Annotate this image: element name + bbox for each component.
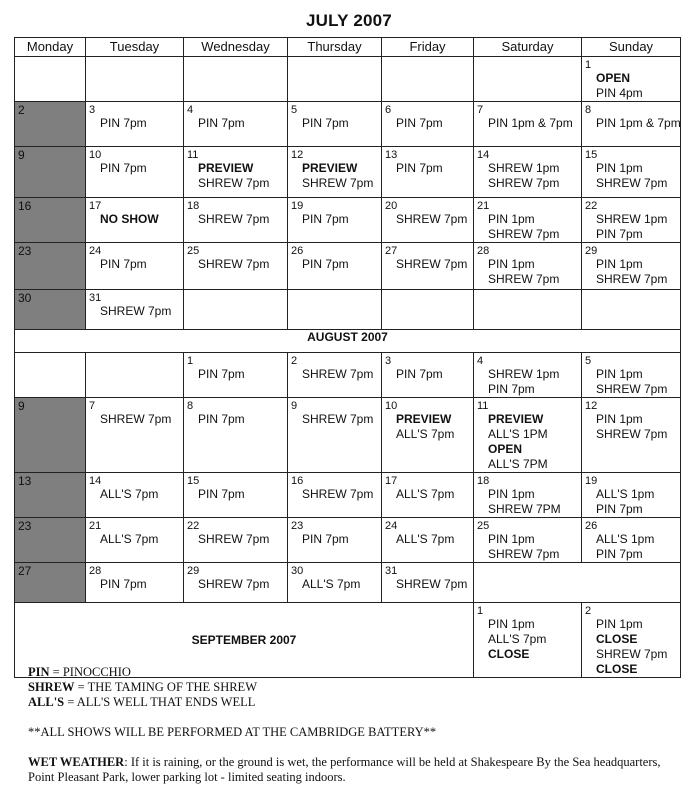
day-cell [86, 147, 184, 198]
day-number: 29 [187, 565, 200, 577]
day-cell [15, 290, 86, 330]
day-header-monday: Monday [15, 38, 86, 57]
event-entry: PIN 7pm [198, 412, 245, 426]
week-row [15, 290, 681, 330]
day-number: 30 [291, 565, 304, 577]
event-entry: PIN 1pm [488, 617, 535, 631]
day-cell [86, 243, 184, 290]
day-cell [184, 353, 288, 398]
day-cell [288, 473, 382, 518]
event-entry: PIN 1pm [596, 257, 643, 271]
day-cell [382, 57, 474, 102]
event-entry: PIN 7pm [302, 257, 349, 271]
event-entry: PIN 7pm [100, 116, 147, 130]
day-cell [86, 398, 184, 473]
event-entry: PIN 7pm [302, 116, 349, 130]
event-entry: SHREW 7pm [488, 227, 560, 241]
event-entry: SHREW 7pm [198, 212, 270, 226]
day-number: 4 [187, 104, 194, 116]
day-cell [15, 398, 86, 473]
day-number: 17 [89, 200, 102, 212]
day-number: 30 [18, 291, 32, 305]
event-entry: SHREW 7pm [100, 412, 172, 426]
day-cell [288, 518, 382, 563]
event-entry: PIN 7pm [488, 382, 535, 396]
day-cell [184, 563, 288, 603]
day-cell [288, 563, 382, 603]
event-entry: SHREW 7pm [198, 257, 270, 271]
day-number: 14 [477, 149, 490, 161]
event-entry: SHREW 7pm [198, 577, 270, 591]
week-row [15, 473, 681, 518]
legend-item-alls: ALL'S = ALL'S WELL THAT ENDS WELL [28, 695, 256, 709]
august-weeks [15, 353, 681, 603]
day-cell [184, 102, 288, 147]
day-number: 26 [291, 245, 304, 257]
day-cell [288, 198, 382, 243]
day-number: 23 [18, 244, 32, 258]
event-entry: PIN 7pm [302, 212, 349, 226]
event-entry: PREVIEW [488, 412, 544, 426]
day-cell [15, 102, 86, 147]
day-cell [288, 243, 382, 290]
day-number: 15 [187, 475, 200, 487]
day-number: 27 [385, 245, 398, 257]
day-cell [86, 102, 184, 147]
september-day-2 [582, 603, 681, 678]
event-entry: PIN 7pm [198, 116, 245, 130]
event-entry: PIN 1pm [596, 367, 643, 381]
day-cell [382, 563, 474, 603]
week-row [15, 198, 681, 243]
day-cell [474, 473, 582, 518]
event-entry: SHREW 7pm [100, 304, 172, 318]
event-entry: SHREW 7PM [488, 502, 561, 516]
day-number: 29 [585, 245, 598, 257]
day-number: 24 [89, 245, 102, 257]
day-number: 7 [89, 400, 96, 412]
event-entry: ALL'S 7PM [488, 457, 548, 471]
event-entry: ALL'S 1pm [596, 487, 655, 501]
day-number: 21 [89, 520, 102, 532]
event-entry: PIN 1pm [488, 487, 535, 501]
day-number: 9 [18, 399, 25, 413]
day-cell [184, 398, 288, 473]
week-row [15, 102, 681, 147]
day-cell [288, 147, 382, 198]
day-cell [474, 102, 582, 147]
event-entry: PIN 7pm [396, 161, 443, 175]
empty-cell [474, 563, 681, 603]
day-number: 9 [18, 148, 25, 162]
week-row [15, 243, 681, 290]
day-number: 9 [291, 400, 298, 412]
event-entry: PIN 7pm [100, 161, 147, 175]
day-cell [582, 518, 681, 563]
day-number: 28 [89, 565, 102, 577]
day-cell [382, 290, 474, 330]
event-entry: PREVIEW [396, 412, 452, 426]
event-entry: PIN 1pm [488, 257, 535, 271]
event-entry: SHREW 1pm [488, 161, 560, 175]
event-entry: PIN 1pm [596, 161, 643, 175]
event-entry: CLOSE [596, 632, 638, 646]
day-number: 22 [187, 520, 200, 532]
day-number: 10 [89, 149, 102, 161]
calendar-table [14, 37, 681, 678]
event-entry: SHREW 7pm [596, 382, 668, 396]
day-cell [15, 243, 86, 290]
day-cell [184, 243, 288, 290]
day-cell [86, 563, 184, 603]
day-number: 17 [385, 475, 398, 487]
day-cell [288, 57, 382, 102]
event-entry: PIN 7pm [396, 367, 443, 381]
venue-note: **ALL SHOWS WILL BE PERFORMED AT THE CAMBRIDGE BATTERY** [28, 725, 437, 739]
day-cell [582, 290, 681, 330]
day-cell [15, 57, 86, 102]
event-entry: OPEN [488, 442, 523, 456]
event-entry: SHREW 7pm [302, 176, 374, 190]
day-number: 20 [385, 200, 398, 212]
day-cell [184, 147, 288, 198]
day-cell [382, 518, 474, 563]
event-entry: ALL'S 7pm [100, 532, 159, 546]
day-number: 6 [385, 104, 392, 116]
day-cell [474, 290, 582, 330]
event-entry: SHREW 7pm [596, 647, 668, 661]
day-cell [474, 518, 582, 563]
day-number: 13 [385, 149, 398, 161]
event-entry: SHREW 7pm [302, 412, 374, 426]
event-entry: ALL'S 7pm [396, 487, 455, 501]
day-cell [582, 198, 681, 243]
day-cell [582, 243, 681, 290]
day-cell [582, 473, 681, 518]
event-entry: PIN 4pm [596, 86, 643, 100]
day-number: 22 [585, 200, 598, 212]
day-cell [582, 57, 681, 102]
day-cell [15, 473, 86, 518]
event-entry: SHREW 7pm [396, 212, 468, 226]
day-cell [184, 57, 288, 102]
event-entry: CLOSE [596, 662, 638, 676]
day-cell [15, 198, 86, 243]
event-entry: SHREW 7pm [488, 272, 560, 286]
day-header-tuesday: Tuesday [86, 38, 184, 57]
day-cell [474, 198, 582, 243]
day-cell [382, 353, 474, 398]
day-number: 2 [18, 103, 25, 117]
day-cell [382, 102, 474, 147]
day-number: 23 [291, 520, 304, 532]
day-cell [288, 398, 382, 473]
day-header-sunday: Sunday [582, 38, 681, 57]
day-cell [184, 198, 288, 243]
event-entry: PIN 1pm [488, 532, 535, 546]
event-entry: PIN 7pm [100, 257, 147, 271]
day-cell [184, 518, 288, 563]
event-entry: PIN 1pm & 7pm [488, 116, 573, 130]
day-cell [474, 57, 582, 102]
day-cell [86, 198, 184, 243]
day-number: 5 [291, 104, 298, 116]
event-entry: ALL'S 1PM [488, 427, 548, 441]
day-cell [15, 147, 86, 198]
day-number: 7 [477, 104, 484, 116]
week-row [15, 398, 681, 473]
day-number: 10 [385, 400, 398, 412]
day-cell [288, 353, 382, 398]
event-entry: SHREW 7pm [198, 176, 270, 190]
week-row [15, 563, 681, 603]
event-entry: SHREW 7pm [198, 532, 270, 546]
legend [28, 665, 257, 710]
day-number: 16 [291, 475, 304, 487]
event-entry: ALL'S 7pm [488, 632, 547, 646]
day-header-thursday: Thursday [288, 38, 382, 57]
day-cell [382, 398, 474, 473]
day-number: 8 [585, 104, 592, 116]
day-number: 19 [585, 475, 598, 487]
day-cell [382, 243, 474, 290]
legend-item-pin: PIN = PINOCCHIO [28, 665, 131, 679]
event-entry: PIN 1pm [596, 412, 643, 426]
day-number: 18 [187, 200, 200, 212]
day-header-saturday: Saturday [474, 38, 582, 57]
week-row [15, 518, 681, 563]
september-title: SEPTEMBER 2007 [15, 603, 474, 678]
event-entry: SHREW 7pm [596, 427, 668, 441]
day-number: 18 [477, 475, 490, 487]
day-number: 25 [477, 520, 490, 532]
day-number: 13 [18, 474, 32, 488]
event-entry: SHREW 7pm [396, 257, 468, 271]
day-cell [474, 243, 582, 290]
event-entry: SHREW 1pm [488, 367, 560, 381]
event-entry: PIN 7pm [302, 532, 349, 546]
day-cell [582, 353, 681, 398]
day-cell [86, 290, 184, 330]
day-number: 21 [477, 200, 490, 212]
day-cell [15, 518, 86, 563]
day-number: 23 [18, 519, 32, 533]
day-number: 27 [18, 564, 32, 578]
event-entry: PIN 7pm [198, 367, 245, 381]
september-day-1 [474, 603, 582, 678]
day-number: 2 [291, 355, 298, 367]
event-entry: CLOSE [488, 647, 530, 661]
event-entry: PIN 7pm [596, 227, 643, 241]
day-cell [86, 57, 184, 102]
day-number: 11 [187, 149, 199, 161]
day-number: 2 [585, 605, 592, 617]
day-cell [382, 147, 474, 198]
august-title-row [15, 330, 681, 353]
day-number: 4 [477, 355, 484, 367]
event-entry: SHREW 7pm [396, 577, 468, 591]
day-number: 3 [385, 355, 392, 367]
event-entry: PIN 7pm [100, 577, 147, 591]
event-entry: PREVIEW [198, 161, 254, 175]
day-number: 1 [477, 605, 484, 617]
day-cell [15, 353, 86, 398]
day-number: 26 [585, 520, 598, 532]
day-cell [184, 290, 288, 330]
event-entry: SHREW 7pm [302, 367, 374, 381]
day-cell [582, 102, 681, 147]
day-number: 8 [187, 400, 194, 412]
day-cell [288, 102, 382, 147]
day-number: 31 [89, 292, 102, 304]
event-entry: SHREW 1pm [596, 212, 668, 226]
day-number: 15 [585, 149, 598, 161]
event-entry: PIN 1pm & 7pm [596, 116, 681, 130]
event-entry: OPEN [596, 71, 631, 85]
event-entry: ALL'S 7pm [302, 577, 361, 591]
day-number: 12 [291, 149, 304, 161]
day-number: 28 [477, 245, 490, 257]
event-entry: PIN 7pm [198, 487, 245, 501]
event-entry: PIN 7pm [596, 502, 643, 516]
august-title: AUGUST 2007 [15, 330, 681, 353]
day-number: 5 [585, 355, 592, 367]
day-cell [86, 473, 184, 518]
day-cell [582, 147, 681, 198]
day-cell [15, 563, 86, 603]
event-entry: PIN 7pm [396, 116, 443, 130]
event-entry: PIN 1pm [488, 212, 535, 226]
day-number: 3 [89, 104, 96, 116]
event-entry: ALL'S 7pm [396, 427, 455, 441]
day-number: 25 [187, 245, 200, 257]
day-number: 11 [477, 400, 489, 412]
day-number: 24 [385, 520, 398, 532]
day-number: 12 [585, 400, 598, 412]
day-cell [382, 198, 474, 243]
legend-item-shrew: SHREW = THE TAMING OF THE SHREW [28, 680, 257, 694]
day-cell [474, 147, 582, 198]
event-entry: PREVIEW [302, 161, 358, 175]
event-entry: SHREW 7pm [302, 487, 374, 501]
day-header-wednesday: Wednesday [184, 38, 288, 57]
day-number: 14 [89, 475, 102, 487]
event-entry: ALL'S 1pm [596, 532, 655, 546]
day-number: 16 [18, 199, 32, 213]
event-entry: SHREW 7pm [488, 547, 560, 561]
event-entry: SHREW 7pm [596, 176, 668, 190]
day-cell [474, 398, 582, 473]
day-header-friday: Friday [382, 38, 474, 57]
day-number: 1 [187, 355, 194, 367]
day-cell [382, 473, 474, 518]
day-number: 19 [291, 200, 304, 212]
event-entry: ALL'S 7pm [396, 532, 455, 546]
day-cell [184, 473, 288, 518]
event-entry: PIN 7pm [596, 547, 643, 561]
day-number: 1 [585, 59, 592, 71]
day-header-row [15, 38, 681, 57]
wet-weather-note: WET WEATHER: If it is raining, or the ground is wet, the performance will be held at Shakespeare By the Sea headquarters, Point Pleasant Park, lower parking lot - limited seating indoors. [28, 755, 661, 784]
event-entry: SHREW 7pm [488, 176, 560, 190]
day-cell [288, 290, 382, 330]
day-cell [86, 518, 184, 563]
day-cell [582, 398, 681, 473]
event-entry: PIN 1pm [596, 617, 643, 631]
day-number: 31 [385, 565, 398, 577]
event-entry: SHREW 7pm [596, 272, 668, 286]
week-row [15, 57, 681, 102]
day-cell [86, 353, 184, 398]
week-row [15, 147, 681, 198]
week-row [15, 353, 681, 398]
july-weeks [15, 57, 681, 330]
event-entry: ALL'S 7pm [100, 487, 159, 501]
event-entry: NO SHOW [100, 212, 159, 226]
day-cell [474, 353, 582, 398]
july-title: JULY 2007 [306, 11, 392, 30]
